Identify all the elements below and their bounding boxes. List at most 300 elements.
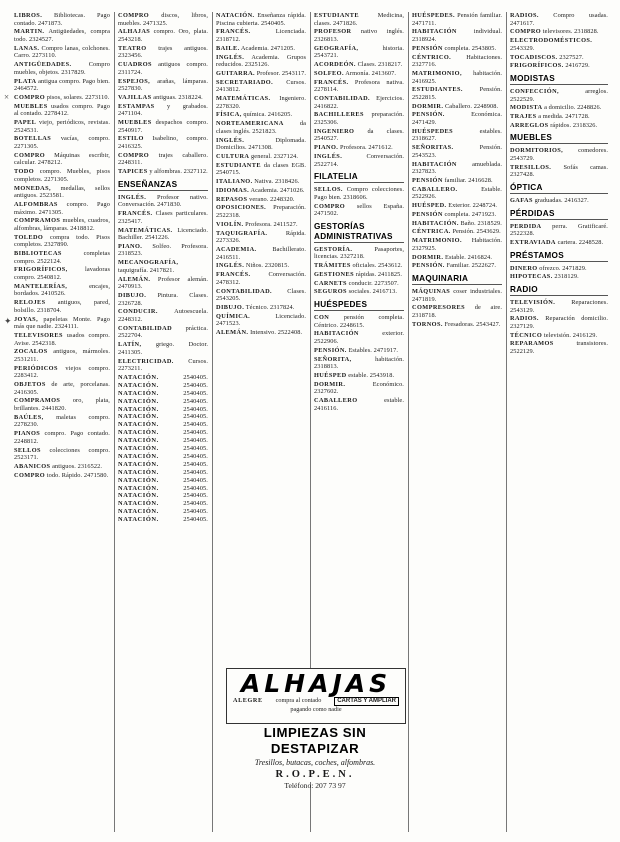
ad-text: Técnico. 2317824.: [245, 303, 295, 311]
ad-text: Pintura. Clases. 2326728.: [118, 292, 208, 307]
column-rule: [408, 12, 409, 832]
ad-keyword: LATÍN,: [118, 341, 142, 349]
ad-keyword: CÉNTRICO.: [412, 53, 452, 61]
ad-text: Fresadoras. 2543427.: [444, 320, 501, 328]
classified-ad: [314, 12, 404, 27]
ad-keyword: OPOSICIONES.: [216, 204, 267, 212]
classified-ad: [314, 347, 404, 355]
ad-keyword: INGENIERO: [314, 127, 355, 135]
ad-text: todo. Rápido. 2471580.: [46, 471, 109, 479]
ad-text: Sofás camas. 2327428.: [510, 163, 608, 179]
ad-keyword: GEOGRAFÍA,: [314, 44, 359, 52]
classified-ad: [118, 227, 208, 242]
ad-text: muebles, cuadros, alfombras, lámparas. 2418812.: [14, 217, 110, 232]
ad-text: Profesora nativa. 2278114.: [314, 78, 404, 94]
item-keyword: NATACIÓN.: [118, 468, 159, 476]
ad-text: antiguos, pared, bolsillo. 2318704.: [14, 299, 110, 314]
ad-text: Licenciada. 2318712.: [216, 28, 306, 43]
ad-text: Compro usadas. 2471617.: [510, 12, 608, 27]
ad-keyword: ESTAMPAS: [118, 102, 155, 110]
alhajas-left-text: compra al contado: [275, 697, 322, 704]
ad-keyword: CULTURA: [216, 152, 250, 160]
ad-keyword: TOCADISCOS.: [510, 53, 558, 61]
classified-ad: [14, 119, 110, 134]
classified-ad: [118, 152, 208, 167]
ad-keyword: COMPRESORES: [412, 304, 466, 312]
ad-keyword: CÉNTRICA.: [412, 228, 451, 236]
classified-ad: [14, 45, 110, 60]
ad-text: amueblada. 2327823.: [412, 160, 502, 176]
ad-keyword: PIANO.: [314, 144, 339, 152]
classified-ad: [118, 168, 208, 176]
classified-ad: [314, 288, 404, 296]
classified-ad: [412, 237, 502, 252]
classified-ad: [412, 28, 502, 43]
ad-keyword: HUÉSPED: [314, 371, 347, 379]
column-4: [314, 12, 404, 664]
classified-ad: [216, 120, 306, 135]
ad-keyword: TRAJES: [510, 113, 537, 121]
ad-text: Clases. 2543205.: [216, 287, 306, 303]
ad-keyword: TEATRO: [118, 44, 147, 52]
classified-ad: [14, 463, 110, 471]
ad-text: coser industriales. 2471819.: [412, 287, 502, 303]
ad-keyword: ESTUDIANTE: [314, 12, 359, 19]
ad-text: práctica. 2522704.: [118, 324, 208, 340]
classified-ad: [412, 262, 502, 270]
classified-ad: [14, 103, 110, 118]
ad-text: general. 2327124.: [251, 152, 299, 160]
ad-text: arañas, lámparas. 2527830.: [118, 77, 208, 93]
margin-mark: ✦: [4, 316, 12, 326]
classified-ad: [412, 288, 502, 303]
classified-ad: [216, 313, 306, 328]
ad-keyword: ALEMÁN.: [216, 329, 249, 337]
classified-ad: [118, 276, 208, 291]
ad-text: y alfombras. 2327112.: [149, 168, 208, 176]
section-heading: PÉRDIDAS: [510, 209, 608, 220]
item-keyword: NATACIÓN.: [118, 413, 159, 421]
classified-ad: [118, 358, 208, 373]
ad-text: colecciones compro. 2523171.: [14, 446, 110, 462]
ad-keyword: ESTUDIANTES.: [412, 86, 463, 94]
classified-ad: [314, 372, 404, 380]
item-keyword: NATACIÓN.: [118, 429, 159, 437]
ad-keyword: ESTUDIANTE: [216, 161, 261, 169]
classified-ad: [118, 308, 208, 323]
ad-text: Económico. 2327602.: [314, 380, 404, 396]
ad-keyword: HABITACIÓN: [412, 28, 457, 36]
item-phone: 2540405.: [183, 445, 208, 453]
classified-ad: [14, 61, 110, 76]
ad-keyword: SELLOS.: [314, 186, 343, 194]
ad-text: Pensión. 2543523.: [412, 144, 502, 159]
ad-keyword: PENSIÓN: [412, 44, 443, 52]
alhajas-midline: [227, 706, 405, 713]
ad-keyword: RADIOS.: [510, 12, 539, 19]
ad-keyword: RADIOS.: [510, 315, 539, 323]
classified-ad: [510, 54, 608, 62]
ad-text: pensión completa. Céntrico. 2248615.: [314, 314, 404, 329]
item-keyword: NATACIÓN.: [118, 437, 159, 445]
item-phone: 2540405.: [183, 484, 208, 492]
item-keyword: NATACIÓN.: [118, 389, 159, 397]
ad-text: sociales. 2416713.: [348, 288, 398, 296]
ad-keyword: CARNETS: [314, 279, 347, 287]
ad-text: televisión. 2416129.: [543, 331, 598, 339]
classified-ad: [216, 111, 306, 119]
ad-text: de aire. 2318718.: [412, 304, 502, 319]
ad-text: cartera. 2248528.: [557, 238, 604, 246]
ad-text: Caballero. 2248908.: [445, 102, 499, 110]
ad-text: da clases. 2540527.: [314, 127, 404, 143]
ad-text: maletas compro. 2278230.: [14, 413, 110, 429]
ad-text: Armonía. 2413607.: [345, 69, 397, 77]
classified-ad: [14, 299, 110, 314]
ad-keyword: TAPICES: [118, 168, 148, 176]
ad-keyword: ELECTRODOMÉSTICOS.: [510, 37, 593, 45]
classified-ad: [216, 304, 306, 312]
ad-keyword: ESPEJOS,: [118, 77, 151, 85]
ad-keyword: ANTIGÜEDADES.: [14, 61, 72, 69]
ad-text: de arte, porcelanas. 2416305.: [14, 381, 110, 396]
ad-text: compro. Muebles, pisos completos. 2271305.: [14, 168, 110, 183]
classified-ad: [412, 70, 502, 85]
ad-keyword: DORMITORIOS,: [510, 147, 564, 155]
item-keyword: NATACIÓN.: [118, 381, 159, 389]
ad-text: Familiar. 2522627.: [446, 262, 497, 270]
ad-keyword: SEÑORITA,: [314, 355, 352, 363]
classified-ad: [14, 168, 110, 183]
ad-keyword: IDIOMAS.: [216, 186, 250, 194]
classified-ad: [216, 153, 306, 161]
list-item: [118, 461, 208, 469]
item-phone: 2540405.: [183, 389, 208, 397]
ad-text: televisores. 2318828.: [542, 28, 599, 36]
ad-keyword: GUITARRA.: [216, 69, 255, 77]
ad-text: rápidas. 2411825.: [355, 270, 403, 278]
classified-ad: [314, 144, 404, 152]
ad-text: da clases EGB. 2540715.: [216, 161, 306, 177]
ad-keyword: FRANCÉS.: [216, 28, 251, 36]
ad-text: Pasaportes, licencias. 2327218.: [314, 245, 404, 261]
ad-text: nativo inglés. 2326813.: [314, 28, 404, 43]
item-keyword: NATACIÓN.: [118, 373, 159, 381]
ad-text: individual. 2318924.: [412, 28, 502, 43]
list-item: [118, 477, 208, 485]
ad-text: Solfeo. Profesora. 2318523.: [118, 242, 208, 258]
ad-keyword: COMPRO: [14, 471, 46, 479]
ad-text: habitación. 2416925.: [412, 69, 502, 85]
ad-text: verano. 2248320.: [249, 195, 295, 203]
ad-text: Pensión. 2543629.: [452, 228, 501, 236]
classified-ad: [314, 70, 404, 78]
column-rule: [212, 12, 213, 832]
list-item: [118, 445, 208, 453]
ad-keyword: TORNOS.: [412, 320, 443, 328]
ad-text: Niños. 2320815.: [245, 262, 290, 270]
margin-mark: ×: [4, 92, 10, 102]
classified-ad: [216, 246, 306, 261]
ad-text: preparación. 2325306.: [314, 111, 404, 127]
ad-keyword: LANAS.: [14, 44, 40, 52]
ad-keyword: ESTILO: [118, 135, 144, 143]
classified-ad: [14, 12, 110, 27]
classified-ad: [118, 292, 208, 307]
classified-ad: [216, 178, 306, 186]
ad-text: estables. 2318627.: [412, 127, 502, 143]
ad-keyword: DORMIR.: [412, 102, 444, 110]
ad-text: compra todo. Pisos completos. 2327890.: [14, 233, 110, 249]
ad-keyword: DORMIR.: [412, 253, 444, 261]
ad-keyword: GAFAS: [510, 197, 533, 204]
ad-keyword: CONFECCIÓN,: [510, 87, 560, 95]
classified-ad: [510, 164, 608, 179]
item-keyword: NATACIÓN.: [118, 405, 159, 413]
ad-text: sellos España. 2471502.: [314, 202, 404, 218]
item-phone: 2540405.: [183, 413, 208, 421]
classified-ad: [412, 54, 502, 69]
ad-text: trajes caballero. 2248311.: [118, 151, 208, 167]
ad-keyword: COMPRO: [118, 12, 150, 19]
ad-text: Medicina, clases. 2471826.: [314, 12, 404, 27]
ad-keyword: TODO: [14, 168, 35, 176]
classified-ad: [412, 228, 502, 236]
ad-keyword: EXTRAVIADA: [510, 238, 556, 246]
classified-ad: [510, 12, 608, 27]
ad-text: Conversación. 2522714.: [314, 152, 404, 168]
ad-text: Bachillerato. 2416511.: [216, 246, 306, 261]
ad-keyword: BOTELLAS: [14, 135, 52, 143]
item-phone: 2540405.: [183, 373, 208, 381]
list-item: [118, 398, 208, 406]
ad-text: transistores. 2522129.: [510, 340, 608, 356]
ad-text: Conversación. 2478312.: [216, 271, 306, 286]
ad-keyword: PIANO.: [118, 242, 143, 250]
ad-keyword: BAÚLES,: [14, 413, 44, 421]
ad-keyword: PLATA: [14, 77, 37, 85]
classified-ad: [14, 78, 110, 93]
ad-text: griego. Doctor. 2411305.: [118, 341, 208, 356]
ad-keyword: REPARAMOS: [510, 340, 554, 348]
classified-ad: [118, 28, 208, 43]
ad-text: Compro colecciones. Pago bien. 2318606.: [314, 186, 404, 201]
ad-keyword: MATEMÁTICAS.: [118, 226, 173, 234]
classified-ad: [510, 104, 608, 112]
classified-ad: [216, 70, 306, 78]
classified-ad: [412, 86, 502, 101]
classified-ad: [412, 220, 502, 228]
ad-keyword: DIBUJO.: [118, 292, 147, 299]
alhajas-display-ad: [226, 668, 406, 724]
ad-keyword: HABITACIÓN: [314, 330, 359, 338]
item-phone: 2540405.: [183, 500, 208, 508]
ad-text: química. 2416205.: [243, 111, 293, 119]
ad-text: ofrezco. 2471829.: [539, 264, 587, 272]
ad-keyword: HABITACIÓN.: [412, 219, 459, 227]
ad-keyword: QUÍMICA.: [216, 312, 251, 320]
classified-ad: [314, 381, 404, 396]
ad-keyword: ACORDEÓN.: [314, 61, 356, 69]
classified-ad: [314, 95, 404, 110]
ad-text: despachos compro. 2540917.: [118, 119, 208, 134]
ad-keyword: REPASOS: [216, 195, 248, 203]
item-phone: 2540405.: [183, 516, 208, 524]
ad-keyword: VIOLÍN.: [216, 220, 244, 228]
classified-ad: [14, 250, 110, 265]
ad-keyword: HIPOTECAS.: [510, 273, 553, 281]
classified-ad: [510, 223, 608, 238]
ad-text: Isabelino, compro. 2416325.: [118, 135, 208, 150]
classified-ad: [314, 28, 404, 43]
ad-text: compro. Pago contado. 2248812.: [14, 430, 110, 445]
classified-ad: [510, 315, 608, 330]
ad-keyword: COMPRO: [510, 28, 542, 36]
list-item: [118, 429, 208, 437]
ad-text: 2327527.: [559, 53, 584, 61]
ad-keyword: MUEBLES: [14, 102, 48, 110]
ad-text: encajes, bordados. 2410526.: [14, 282, 110, 298]
classified-ad: [314, 203, 404, 218]
classified-ad: [412, 254, 502, 262]
item-phone: 2540405.: [183, 468, 208, 476]
ad-text: estable. 2416116.: [314, 397, 404, 412]
ad-keyword: ALEMÁN.: [118, 275, 151, 283]
section-heading: FILATELIA: [314, 172, 404, 183]
ad-text: Baño. 2318529.: [460, 219, 502, 227]
ad-keyword: DINERO: [510, 264, 538, 272]
ad-keyword: HUÉSPED.: [412, 202, 447, 210]
ad-keyword: PENSIÓN.: [412, 262, 445, 270]
classified-ad: [412, 211, 502, 219]
ad-keyword: MECANOGRAFÍA,: [118, 259, 179, 267]
ad-keyword: COMPRO: [14, 151, 46, 159]
classified-ad: [216, 54, 306, 69]
ad-text: lavadoras compro. 2540812.: [14, 266, 110, 281]
ad-text: Pensión. 2522815.: [412, 86, 502, 101]
item-phone: 2540405.: [183, 452, 208, 460]
ad-keyword: TRESILLOS.: [510, 163, 552, 171]
alhajas-mid-text: pagando como nadie: [290, 706, 342, 713]
ad-text: Licenciado. Bachiller. 2541226.: [118, 226, 208, 242]
ad-keyword: ZOCALOS: [14, 348, 48, 356]
classified-ad: [14, 381, 110, 396]
classified-ad: [216, 79, 306, 94]
ad-keyword: MANTELERÍAS,: [14, 282, 68, 290]
item-phone: 2540405.: [183, 397, 208, 405]
classified-ad: [314, 128, 404, 143]
section-heading: MUEBLES: [510, 133, 608, 144]
ad-text: a medida. 2471728.: [538, 113, 590, 121]
ad-keyword: ABANICOS: [14, 462, 51, 470]
ad-keyword: PENSIÓN.: [314, 346, 347, 354]
classified-ad: [412, 304, 502, 319]
classified-ad: [412, 144, 502, 159]
item-keyword: NATACIÓN.: [118, 397, 159, 405]
ad-keyword: CON: [314, 314, 330, 322]
ad-keyword: SEÑORITAS.: [412, 144, 454, 152]
classified-ad: [412, 186, 502, 201]
ad-keyword: OBJETOS: [14, 381, 46, 389]
ad-keyword: PAPEL: [14, 119, 37, 127]
ad-text: Licenciado. 2471523.: [216, 312, 306, 328]
classified-ad: [412, 202, 502, 210]
ad-text: Habitación. 2327925.: [412, 237, 502, 252]
ad-text: Diplomada. Domicilios. 2471308.: [216, 136, 306, 152]
ad-keyword: FRIGORÍFICOS.: [510, 62, 564, 70]
ad-keyword: SEGUROS: [314, 288, 347, 296]
classified-ad: [412, 177, 502, 185]
classified-ad: [314, 61, 404, 69]
ad-text: perra. Gratificaré. 2522328.: [510, 222, 608, 238]
ad-keyword: HUÉSPEDES: [412, 127, 454, 135]
ad-keyword: COMPRO: [118, 151, 150, 159]
ad-text: papeletas Monte. Pago más que nadie. 2324111.: [14, 315, 110, 331]
classified-ad: [216, 137, 306, 152]
ad-keyword: MATRIMONIO,: [412, 69, 462, 77]
classified-ad: [14, 94, 110, 102]
ad-keyword: TÉCNICO: [510, 331, 543, 339]
ad-text: trajes antiguos. 2323456.: [118, 44, 208, 60]
classified-ad: [314, 356, 404, 371]
classified-ad: [216, 204, 306, 219]
classified-ad: [216, 162, 306, 177]
classified-ad: [118, 103, 208, 118]
ad-text: Ejercicios. 2416822.: [314, 95, 404, 110]
ad-text: Compro muebles, objetos. 2317829.: [14, 61, 110, 76]
item-keyword: NATACIÓN.: [118, 460, 159, 468]
ad-keyword: FÍSICA,: [216, 111, 242, 119]
classified-ad: [216, 196, 306, 204]
ad-keyword: MATEMÁTICAS.: [216, 95, 271, 103]
ad-text: Profesora. 2411527.: [245, 220, 298, 228]
ad-text: Profesora. 2471612.: [339, 144, 393, 152]
ad-text: 2416729.: [565, 62, 590, 70]
classified-ad: [314, 280, 404, 288]
ad-text: habitación. 2318813.: [314, 355, 404, 371]
ad-text: Profesor alemán. 2470913.: [118, 275, 208, 291]
classified-ad: [412, 111, 502, 126]
item-phone: 2540405.: [183, 421, 208, 429]
ad-keyword: TELEVISORES: [14, 331, 63, 339]
ad-keyword: COMPRO: [14, 93, 46, 101]
ad-keyword: JOYAS,: [14, 315, 39, 323]
item-keyword: NATACIÓN.: [118, 516, 159, 524]
ad-keyword: CONTABILIDAD.: [216, 287, 272, 295]
classified-ad: [314, 79, 404, 94]
ad-keyword: PENSIÓN: [412, 210, 443, 218]
column-rule: [506, 12, 507, 832]
item-keyword: NATACIÓN.: [118, 484, 159, 492]
classified-ad: [412, 321, 502, 329]
ad-text: antiguas. 2318224.: [153, 93, 203, 101]
ad-text: Estables. 2471917.: [348, 346, 399, 354]
item-keyword: NATACIÓN.: [118, 492, 159, 500]
ad-text: Academia. Grupos reducidos. 2325126.: [216, 53, 307, 69]
classified-ad: [14, 397, 110, 412]
ad-keyword: SELLOS: [14, 446, 41, 454]
classified-ad: [14, 201, 110, 216]
classified-ad: [14, 447, 110, 462]
ad-keyword: MODISTA: [510, 104, 543, 112]
classified-ad: [216, 187, 306, 195]
classified-ad: [118, 135, 208, 150]
classified-ad: [510, 299, 608, 314]
classified-ad: [510, 239, 608, 247]
classified-ad: [510, 265, 608, 273]
ad-text: completa. 2471923.: [444, 210, 497, 218]
ad-text: antigua compro. Pago bien. 2464572.: [14, 77, 110, 93]
